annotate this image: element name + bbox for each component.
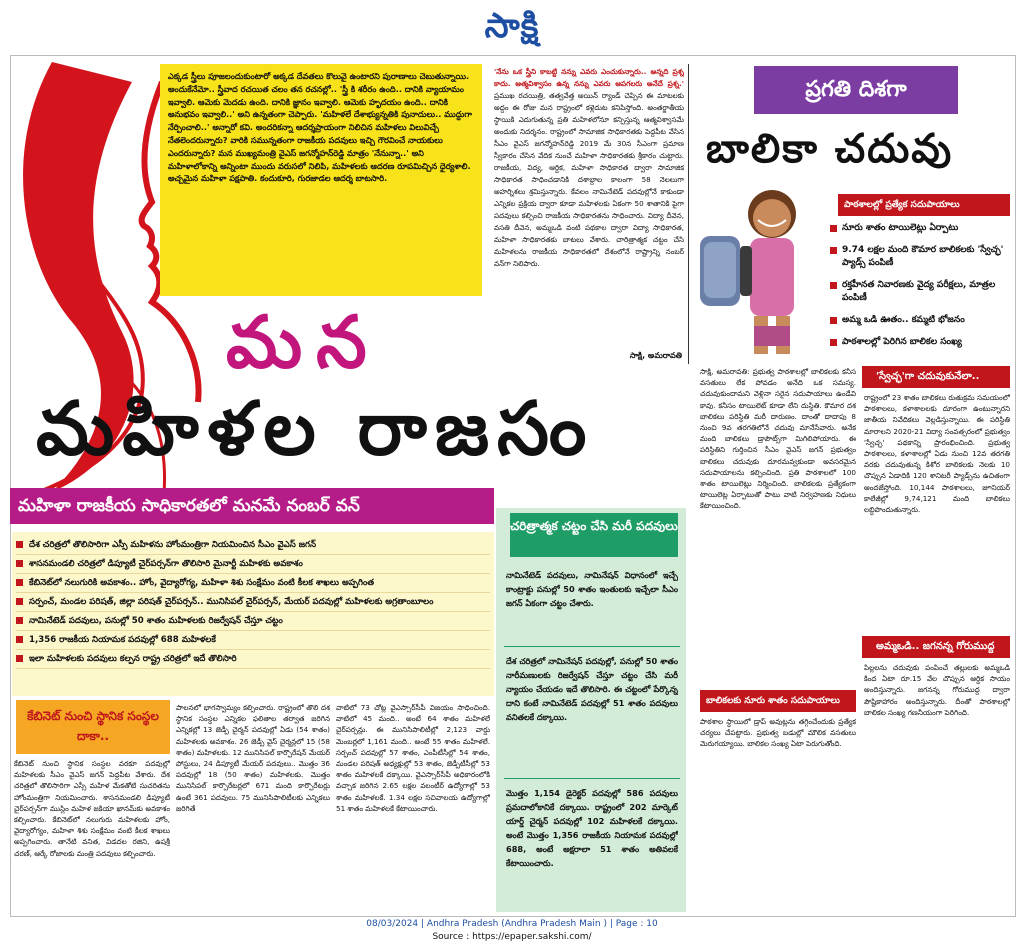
schoolgirl-photo bbox=[694, 176, 824, 356]
newspaper-logo: సాక్షి bbox=[484, 6, 540, 46]
education-column-1: సాక్షి, అమరావతి: ప్రభుత్వ పాఠశాలల్లో బాలికలకు కనీస వసతులు లేక పోవడం అనేది ఒక సమస్య. చదువుకుందామని వెళ్లినా సరైన సదుపాయాలు ఉండేవి కావు. కనీసం టాయిలెట్ కూడా లేని దుస్థితి. కౌమార దశ బాలికలు పరిస్థితి మరీ దారుణం. దాంతో దాదాపు 8 నుంచి 9వ తరగతిలోనే చదువు మానేసేవారు. అనేక మంది బాలికలు డ్రాపౌట్స్‌గా మిగిలిపోయారు. ఈ పరిస్థితిని గుర్తించిన సీఎం వైఎస్ జగన్ ప్రభుత్వం బాలికలు చదువుకు దూరమవ్వకుండా అవసరమైన సదుపాయాలను కల్పించింది. ప్రతి పాఠశాలలో 100 శాతం టాయిలెట్లు నిర్మించింది. బాలికలకు ప్రత్యేకంగా టాయిలెట్ల ఏర్పాటుతో పాటు వాటి నిర్వహణకు నిధులు కేటాయించింది. bbox=[700, 367, 856, 511]
cabinet-section-title: కేబినెట్ నుంచి స్థానిక సంస్థల దాకా.. bbox=[16, 700, 170, 754]
page-footer bbox=[0, 918, 1024, 944]
column-divider bbox=[688, 64, 689, 364]
subheading-swechha: 'స్వేచ్ఛ'గా చదువుకునేలా.. bbox=[862, 366, 1010, 388]
lead-quote-box bbox=[160, 64, 482, 296]
lead-quote-text: ఎక్కడ స్త్రీలు పూజలందుకుంటారో అక్కడ దేవతలు కొలువై ఉంటారని పురాణాలు చెబుతున్నాయి. అందుకేనేమో.. స్త్రీవాద రచయిత చలం తన రచనల్లో.. 'స్త్రీ కి శరీరం ఉంది.. దానికి వ్యాయామం ఇవ్వాలి. ఆమెకు మెదడు ఉంది. దానికి జ్ఞానం ఇవ్వాలి. ఆమెకు హృదయం ఉంది.. దానికి అనుభవం ఇవ్వాలి..' అని ఉన్నతంగా చెప్పారు. 'మహిళలే దేశాభ్యున్నతికి పునాదులు.. ముద్దుగా నేర్పించాలి..' అన్నారో కవి. అందరికన్నా ఆదర్శప్రాయంగా నిలిచిన మహిళలు విలువిచ్చే నేతలెందరున్నారు? వారికి సమున్నతంగా రాజకీయ పదవులు ఇచ్చి గౌరవించే నాయకులు ఎందరున్నారు? మన ముఖ్యమంత్రి వైఎస్ జగన్మోహన్‌రెడ్డి మాత్రం 'నేనున్నా..' అని మహిళాలోకాన్ని అన్నింటా ముందు వరుసలో నిలిపి, మహిళలకు ఆదరణ రూపమిచ్చిన ధైర్యశాలి. అచ్చమైన మహిళా పక్షపాతి. కందుకూరి, గురజాడల ఆదర్శ బాటసారి. bbox=[168, 71, 472, 184]
sidebar-paragraph-2: దేశ చరిత్రలో నామినేషన్ పదవుల్లో, పనుల్లో 50 శాతం నారీమణులకు రిజర్వేషన్ చేస్తూ చట్టం చేసి మరీ న్యాయం చేయడం ఇదే తొలిసారి. ఈ చట్టంలో పేర్కొన్న దాని కంటే నామినేటెడ్ పదవుల్లో 51 శాతం పదవులు వనితలకే దక్కాయి. bbox=[506, 656, 678, 722]
cabinet-column-1: కేబినెట్ నుంచి స్థానిక సంస్థల వరకూ పదవుల్లో మహిళలకు సీఎం వైఎస్ జగన్ పెద్దపీట వేశారు. దేశ చరిత్రలో తొలిసారిగా ఎస్సీ మహిళ మేకతోటి సుచరితను హోంమంత్రిగా నియమించారు. శాసనమండలి డిప్యూటీ చైర్‌పర్సన్‌గా ముస్లిం మహిళ జకియా ఖానమ్‌కు అవకాశం కల్పించారు. కేబినెట్‌లో నలుగురు మహిళలకు హోం, వైద్యారోగ్యం, మహిళా శిశు సంక్షేమం వంటి కీలక శాఖలు అప్పగించారు. తానేటి వనిత, విడదల రజిని, ఉషశ్రీ చరణ్, ఆర్కే రోజాలకు మంత్రి పదవులు కల్పించారు. bbox=[14, 759, 170, 858]
sidebar-divider bbox=[504, 778, 680, 779]
sidebar-paragraph-3: మొత్తం 1,154 డైరెక్టర్ పదవుల్లో 586 పదవులు ప్రమదాలోకానికే దక్కాయి. రాష్ట్రంలో 202 మార్కెట్ యార్డ్ చైర్మన్ పదవుల్లో 102 మహిళలకే దక్కాయి. అంటే మొత్తం 1,356 రాజకీయ నియామక పదవుల్లో 688, అంటే అక్షరాలా 51 శాతం అతివలకే కేటాయించారు. bbox=[506, 788, 678, 868]
facility-item: అమ్మ ఒడి ఊతం.. కమ్మటి భోజనం bbox=[830, 314, 1012, 327]
masthead bbox=[0, 0, 1024, 52]
highlight-item: ఇలా మహిళలకు పదవులు కల్పన రాష్ట్ర చరిత్రలో ఇదే తొలిసారి bbox=[16, 650, 490, 669]
highlight-item: 1,356 రాజకీయ నియామక పదవుల్లో 688 మహిళలకే bbox=[16, 631, 490, 650]
subheading-facilities: బాలికలకు నూరు శాతం సదుపాయాలు bbox=[700, 690, 856, 712]
intro-column bbox=[494, 66, 684, 362]
highlight-item: శాసనమండలి చరిత్రలో డిప్యూటీ చైర్‌పర్సన్‌గా తొలిసారి మైనార్టీ మహిళకు అవకాశం bbox=[16, 555, 490, 574]
cabinet-column-3: వాటిలో 73 చోట్ల వైఎస్సార్‌సీపీ విజయం సాధించింది. వాటిలో 45 మంది.. అంటే 64 శాతం మహిళలే చైర్‌పర్సన్లు. ఈ మునిసిపాలిటీల్లో 2,123 వార్డు మెంబర్లలో 1,161 మంది.. అంటే 55 శాతం మహిళలే. సర్పంచ్ పదవుల్లో 57 శాతం, ఎంపీటీసీల్లో 54 శాతం, మండల పరిషత్ అధ్యక్షుల్లో 53 శాతం, జెడ్పీటీసీల్లో 53 శాతం మహిళలకే దక్కాయి. వైఎస్సార్‌సీపీ అధికారంలోకి వచ్చాక జరిగిన 2.65 లక్షల వలంటీర్ ఉద్యోగాల్లో 53 శాతం మహిళలకే. 1.34 లక్షల సచివాలయ ఉద్యోగాల్లో 51 శాతం మహిళలకే కేటాయించారు. bbox=[336, 703, 490, 813]
facility-item: నూరు శాతం టాయిలెట్లు ఏర్పాటు bbox=[830, 222, 1012, 235]
facilities-list bbox=[830, 222, 1012, 358]
education-headline: బాలికా చదువు bbox=[706, 126, 954, 172]
sidebar-heading: చరిత్రాత్మక చట్టం చేసి మరీ పదవులు bbox=[510, 513, 678, 557]
education-banner: ప్రగతి దిశగా bbox=[754, 66, 958, 114]
sidebar-divider bbox=[504, 646, 680, 647]
facilities-heading: పాఠశాలల్లో ప్రత్యేక సదుపాయాలు bbox=[838, 194, 1010, 216]
cabinet-column-2: పాలనలో భాగస్వామ్యం కల్పించారు. రాష్ట్రంలో తొలి దశ స్థానిక సంస్థల ఎన్నికల ఫలితాల తర్వాత జరిగిన ఎన్నికల్లో 13 జెడ్పీ చైర్మన్ పదవుల్లో ఏడు (54 శాతం) మహిళలకు అవకాశం. 26 జెడ్పీ వైస్ చైర్మన్లలో 15 (58 శాతం) మహిళలకు. 12 మునిసిపల్ కార్పొరేషన్ మేయర్ పోస్టులు, 24 డిప్యూటీ మేయర్ పదవులు.. మొత్తం 36 పదవుల్లో 18 (50 శాతం) మహిళలకు. మొత్తం మునిసిపల్ కార్పొరేటర్లలో 671 మంది కార్పొరేటర్లు ఉంటే 361 పదవులు. 75 మునిసిపాలిటీలకు ఎన్నికలు జరిగితే bbox=[176, 703, 330, 813]
facility-item: రక్తహీనత నివారణకు వైద్య పరీక్షలు, మాత్రల పంపిణీ bbox=[830, 279, 1012, 305]
education-column-2b: పిల్లలను చదువుకు పంపించే తల్లులకు అమ్మఒడి కింద ఏటా రూ.15 వేల చొప్పున ఆర్థిక సాయం అందిస్తున్నారు. జగనన్న గోరుముద్ద ద్వారా పౌష్టికాహారం అందిస్తున్నారు. దీంతో పాఠశాలల్లో బాలికల సంఖ్య గణనీయంగా పెరిగింది. bbox=[864, 663, 1010, 717]
footer-edition-info: 08/03/2024 | Andhra Pradesh (Andhra Pradesh Main ) | Page : 10 bbox=[366, 919, 658, 929]
intro-lead-quote: 'నేను ఒక స్త్రీని కాబట్టి నన్ను ఎవరు ఎంచుకున్నారు.. అన్నది ప్రశ్న కాదు. ఆత్మవిశ్వాసం ఉన్న నన్ను ఎవరు ఆపగలరు అనేదే ప్రశ్న.' bbox=[494, 67, 684, 88]
sidebar-paragraph-1: నామినేటెడ్ పదవులు, నామినేషన్ విధానంలో ఇచ్చే కాంట్రాక్టు పనుల్లో 50 శాతం ఇంతులకు ఇచ్చేలా సీఎం జగన్ ఏకంగా చట్టం చేశారు. bbox=[506, 570, 678, 608]
footer-source: Source : https://epaper.sakshi.com/ bbox=[432, 932, 592, 942]
education-column-1b: పాఠశాల స్థాయిలో డ్రాప్ అవుట్లను తగ్గించేందుకు ప్రత్యేక చర్యలు చేపట్టారు. ప్రభుత్వ బడుల్లో మౌలిక వసతులు మెరుగయ్యాయి. బాలికల సంఖ్య ఏటా పెరుగుతోంది. bbox=[700, 717, 856, 749]
highlight-item: సర్పంచ్, మండల పరిషత్, జిల్లా పరిషత్ చైర్‌పర్సన్.. మునిసిపల్ చైర్‌పర్సన్, మేయర్ పదవుల్లో మహిళలకు అగ్రతాంబూలం bbox=[16, 593, 490, 612]
intro-credit: సాక్షి, అమరావతి bbox=[629, 351, 682, 360]
facility-item: పాఠశాలల్లో పెరిగిన బాలికల సంఖ్య bbox=[830, 336, 1012, 349]
headline-line-2: మహిళల రాజసం bbox=[36, 386, 595, 472]
highlights-list bbox=[12, 532, 494, 696]
subheading-ammavodi: అమ్మఒడి.. జగనన్న గోరుముద్ద bbox=[862, 636, 1010, 658]
highlight-item: కేబినెట్‌లో నలుగురికి అవకాశం.. హోం, వైద్యారోగ్య, మహిళా శిశు సంక్షేమం వంటి కీలక శాఖలు అప్పగింత bbox=[16, 574, 490, 593]
intro-body: ప్రముఖ రచయిత్రి, తత్వవేత్త అయిన్ ర్యాండ్ చెప్పిన ఈ మాటలకు అద్దం ఈ రోజు మన రాష్ట్రంలో కళ్లెదుట కనిపిస్తోంది. అంతర్జాతీయ స్థాయికి ఎదుగుతున్న ప్రతి మహిళలోనూ కన్పిస్తున్న ఆత్మవిశ్వాసమే అందుకు నిదర్శనం. రాష్ట్రంలో సామాజిక సాధికారతకు పెద్దపీట వేసిన సీఎం వైఎస్ జగన్మోహన్‌రెడ్డి 2019 మే 30న సీఎంగా ప్రమాణ స్వీకారం చేసిన వేదిక నుంచే మహిళా సాధికారతకు శ్రీకారం చుట్టారు. రాజకీయ, విద్య, ఆర్థిక, మహిళా సాధికారత ద్వారా సామాజిక సాధికారత సాధించడానికి దశాబ్దాల కాలంగా 58 నెలలుగా అహర్నిశలు శ్రమిస్తున్నారు. కేవలం నామినేటెడ్ పదవుల్లోనే కాకుండా ఎన్నికల ప్రక్రియ ద్వారా కూడా మహిళలకు ఏకంగా 50 శాతానికి పైగా పదవులు కల్పించి రాజకీయ సాధికారతను సాధించారు. విద్యా దీవెన, వసతి దీవెన, అమ్మఒడి వంటి పథకాల ద్వారా విద్యా సాధికారత, మహిళా సాధికారతకు బాటలు వేశారు. చారిత్రాత్మక చట్టం చేసి మహిళలను రాజకీయ సాధికారతలో దేశంలోనే రాష్ట్రాన్ని నంబర్ వన్‌గా నిలిపారు. bbox=[494, 91, 684, 268]
highlight-item: నామినేటెడ్ పదవులు, పనుల్లో 50 శాతం మహిళలకు రిజర్వేషన్ చేస్తూ చట్టం bbox=[16, 612, 490, 631]
facility-item: 9.74 లక్షల మంది కౌమార బాలికలకు 'స్వేచ్ఛ' ప్యాడ్స్ పంపిణీ bbox=[830, 244, 1012, 270]
headline-line-1: మన bbox=[226, 300, 381, 384]
education-column-2: రాష్ట్రంలో 23 శాతం బాలికలు రుతుక్రమ సమయంలో పాఠశాలలు, కళాశాలలకు దూరంగా ఉంటున్నారని జాతీయ నివేదికలు వెల్లడిస్తున్నాయి. ఈ పరిస్థితి మారాలని 2020-21 విద్యా సంవత్సరంలో ప్రభుత్వం 'స్వేచ్ఛ' పథకాన్ని ప్రారంభించింది. ప్రభుత్వ పాఠశాలలు, కళాశాలల్లో ఏడు నుంచి 12వ తరగతి వరకు చదువుతున్న కిశోర బాలికలకు నెలకు 10 చొప్పున ఏడాదికి 120 శానిటరీ ప్యాడ్స్‌ను ఉచితంగా అందజేస్తోంది. 10,144 పాఠశాలలు, జూనియర్ కాలేజీల్లో 9,74,121 మంది బాలికలు లబ్ధిపొందుతున్నారు. bbox=[864, 393, 1010, 515]
headline-banner: మహిళా రాజకీయ సాధికారతలో మనమే నంబర్ వన్ bbox=[10, 488, 494, 524]
highlight-item: దేశ చరిత్రలో తొలిసారిగా ఎస్సీ మహిళను హోంమంత్రిగా నియమించిన సీఎం వైఎస్ జగన్ bbox=[16, 536, 490, 555]
